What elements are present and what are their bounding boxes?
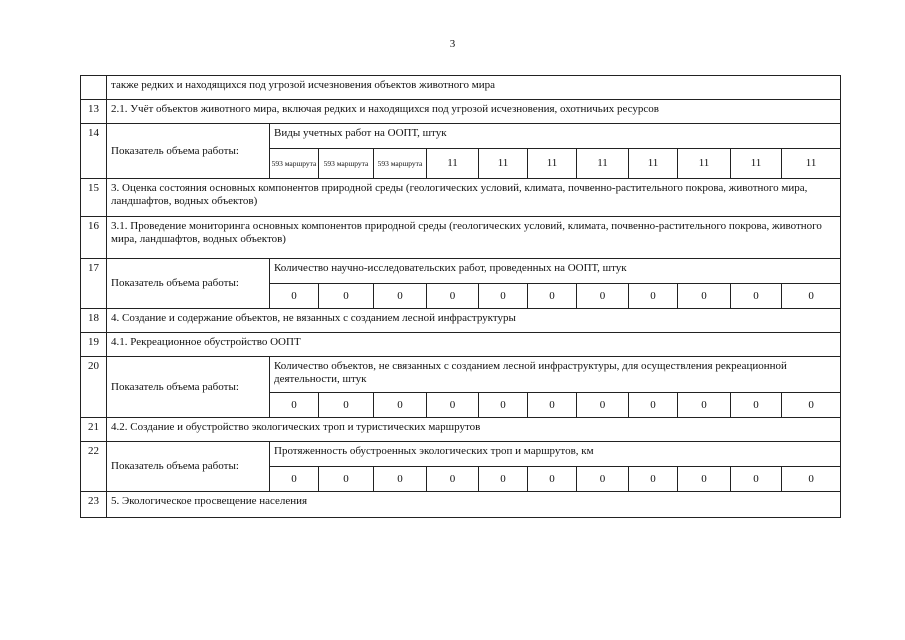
- indicator-label: Показатель объема работы:: [107, 357, 270, 418]
- section-row: [81, 179, 841, 217]
- value-cell: 0: [528, 284, 577, 309]
- section-row: [81, 492, 841, 518]
- section-row: [81, 309, 841, 333]
- value-cell: 0: [374, 284, 427, 309]
- value-cell: 11: [479, 149, 528, 179]
- indicator-header: Количество научно-исследовательских работ, проведенных на ООПТ, штук: [270, 259, 841, 284]
- value-cell: 0: [427, 393, 479, 418]
- value-cell: 0: [577, 467, 629, 492]
- value-cell: 11: [782, 149, 841, 179]
- value-cell: 0: [528, 393, 577, 418]
- section-title: 2.1. Учёт объектов животного мира, включая редких и находящихся под угрозой исчезновения, охотничьих ресурсов: [107, 100, 841, 124]
- value-cell: 0: [629, 393, 678, 418]
- section-row: [81, 217, 841, 259]
- value-cell: 0: [629, 467, 678, 492]
- row-number: [81, 76, 107, 100]
- value-cell: 0: [270, 284, 319, 309]
- section-title: 3. Оценка состояния основных компонентов природной среды (геологических условий, климата, почвенно-растительного покрова, животного мира, ландшафтов, водных объектов): [107, 179, 841, 217]
- section-row: [81, 76, 841, 100]
- row-number: 16: [81, 217, 107, 259]
- value-cell: 0: [629, 284, 678, 309]
- value-cell: 11: [427, 149, 479, 179]
- value-cell: 0: [479, 284, 528, 309]
- section-row: [81, 100, 841, 124]
- value-cell: 0: [528, 467, 577, 492]
- row-number: 20: [81, 357, 107, 418]
- value-cell: 593 маршрута: [374, 149, 427, 179]
- value-cell: 0: [374, 467, 427, 492]
- value-cell: 0: [731, 284, 782, 309]
- value-cell: 0: [319, 284, 374, 309]
- value-cell: 593 маршрута: [270, 149, 319, 179]
- indicator-header-row: [81, 442, 841, 467]
- section-title: 4. Создание и содержание объектов, не вязанных с созданием лесной инфраструктуры: [107, 309, 841, 333]
- value-cell: 0: [427, 467, 479, 492]
- indicator-header-row: [81, 259, 841, 284]
- value-cell: 11: [731, 149, 782, 179]
- indicator-header: Количество объектов, не связанных с созданием лесной инфраструктуры, для осуществления рекреационной деятельности, штук: [270, 357, 841, 393]
- value-cell: 593 маршрута: [319, 149, 374, 179]
- section-title: 4.1. Рекреационное обустройство ООПТ: [107, 333, 841, 357]
- row-number: 15: [81, 179, 107, 217]
- section-title: 5. Экологическое просвещение населения: [107, 492, 841, 518]
- indicator-header-row: [81, 357, 841, 393]
- value-cell: 11: [528, 149, 577, 179]
- value-cell: 0: [319, 467, 374, 492]
- row-number: 21: [81, 418, 107, 442]
- indicator-header: Виды учетных работ на ООПТ, штук: [270, 124, 841, 149]
- value-cell: 0: [270, 393, 319, 418]
- work-volume-table: [80, 75, 841, 518]
- section-title: также редких и находящихся под угрозой исчезновения объектов животного мира: [107, 76, 841, 100]
- value-cell: 11: [629, 149, 678, 179]
- value-cell: 0: [319, 393, 374, 418]
- row-number: 14: [81, 124, 107, 179]
- value-cell: 0: [782, 393, 841, 418]
- value-cell: 0: [678, 393, 731, 418]
- row-number: 22: [81, 442, 107, 492]
- value-cell: 11: [577, 149, 629, 179]
- section-title: 4.2. Создание и обустройство экологических троп и туристических маршрутов: [107, 418, 841, 442]
- value-cell: 0: [479, 393, 528, 418]
- value-cell: 0: [782, 284, 841, 309]
- value-cell: 0: [374, 393, 427, 418]
- value-cell: 0: [479, 467, 528, 492]
- indicator-header-row: [81, 124, 841, 149]
- value-cell: 0: [678, 284, 731, 309]
- section-title: 3.1. Проведение мониторинга основных компонентов природной среды (геологических условий, климата, почвенно-растительного покрова, животного мира, ландшафтов, водных объектов): [107, 217, 841, 259]
- row-number: 19: [81, 333, 107, 357]
- indicator-label: Показатель объема работы:: [107, 259, 270, 309]
- section-row: [81, 333, 841, 357]
- value-cell: 0: [270, 467, 319, 492]
- value-cell: 0: [731, 393, 782, 418]
- indicator-label: Показатель объема работы:: [107, 442, 270, 492]
- indicator-header: Протяженность обустроенных экологических троп и маршрутов, км: [270, 442, 841, 467]
- value-cell: 0: [731, 467, 782, 492]
- row-number: 23: [81, 492, 107, 518]
- value-cell: 0: [427, 284, 479, 309]
- row-number: 18: [81, 309, 107, 333]
- indicator-label: Показатель объема работы:: [107, 124, 270, 179]
- page-number: 3: [449, 38, 456, 50]
- row-number: 13: [81, 100, 107, 124]
- value-cell: 11: [678, 149, 731, 179]
- row-number: 17: [81, 259, 107, 309]
- value-cell: 0: [678, 467, 731, 492]
- value-cell: 0: [782, 467, 841, 492]
- value-cell: 0: [577, 284, 629, 309]
- section-row: [81, 418, 841, 442]
- value-cell: 0: [577, 393, 629, 418]
